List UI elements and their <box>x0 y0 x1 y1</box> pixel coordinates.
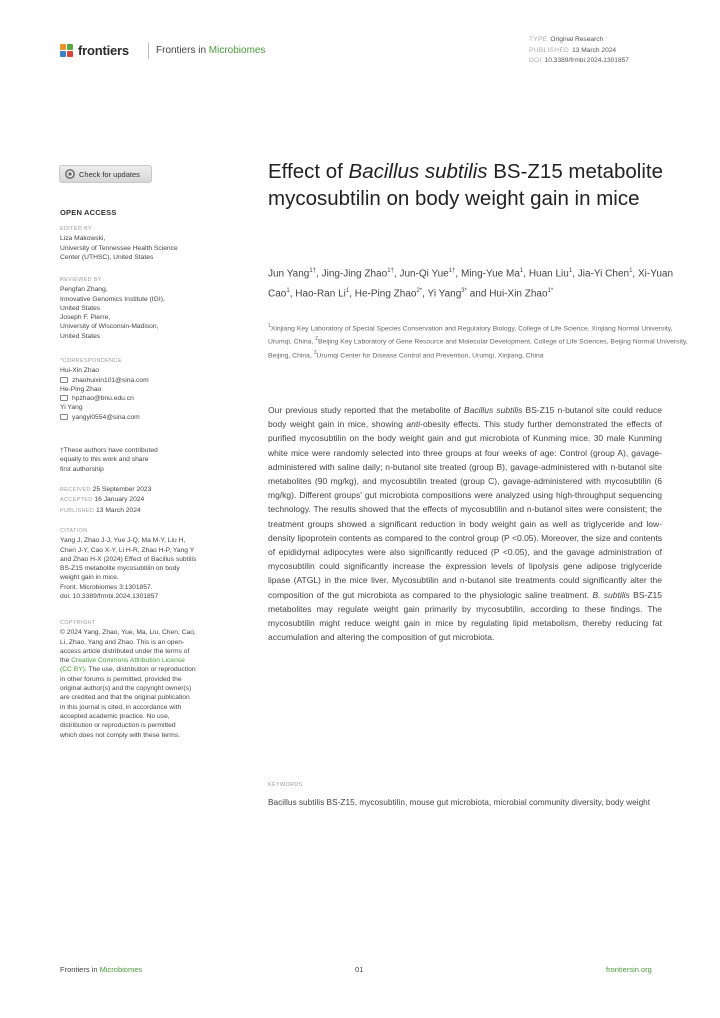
title-text: Effect of <box>268 160 349 183</box>
check-for-updates-label: Check for updates <box>79 170 140 179</box>
author-separator: , <box>455 268 461 280</box>
reviewer-line: United States <box>60 304 101 312</box>
accepted-label: ACCEPTED <box>60 497 93 504</box>
author-affiliation-marker: 1 <box>568 268 573 274</box>
author-affiliation-marker: 1† <box>309 268 317 274</box>
received-label: RECEIVED <box>60 487 91 493</box>
copyright-line: in other forums is permitted, provided the <box>60 675 182 683</box>
author-separator: , <box>289 288 296 300</box>
citation-label: CITATION <box>60 528 88 534</box>
affiliation-marker: 3 <box>313 349 317 356</box>
citation-line: Yang J, Zhao J-J, Yue J-Q, Ma M-Y, Liu H, <box>60 537 186 545</box>
affiliation-marker: 2 <box>315 336 318 343</box>
copyright-line <box>60 656 240 665</box>
correspondence-section <box>60 357 240 422</box>
author-separator: , <box>349 288 355 300</box>
authorship-footnote <box>60 446 240 474</box>
citation-line: Front. Microbiomes 3:1301857. <box>60 583 153 591</box>
author-separator: , <box>572 268 578 280</box>
envelope-icon <box>60 377 68 383</box>
footer-site-link[interactable]: frontiersin.org <box>606 965 652 974</box>
cc-by-link[interactable]: (CC BY) <box>60 666 85 674</box>
author-separator: , <box>316 268 322 280</box>
envelope-icon <box>60 414 68 420</box>
correspondent-name: He-Ping Zhao <box>60 385 102 393</box>
author-name[interactable]: Jun Yang <box>268 268 310 280</box>
copyright-line: in this journal is cited, in accordance with <box>60 703 182 711</box>
footnote-line: first authorship <box>60 465 104 473</box>
author-affiliation-marker: 1* <box>547 287 554 294</box>
abstract-italic: anti <box>406 419 421 430</box>
author-affiliation-marker: 1 <box>345 287 350 294</box>
frontiers-logo-text: frontiers <box>78 43 129 58</box>
edited-by-section <box>60 225 240 262</box>
abstract-text: -obesity effects. This study further demonstrated the effects of purified mycosubtilin on the body weight gain and gut microbiota of Kunming mice. 30 male Kunming white mice were randomly selected into three groups at four weeks of age: Control (group A), gavage-administered with saline daily; n-butanol site treated (group B), gavage-administered with n-butanol site metabolites (90 mg/kg), and mycosubtilin treated (group C), gavage-administered with mycosubtilin (6 mg/kg). Different groups' gut microbiota compositions were analyzed using high-throughput sequencing technology. The results showed that the effects of mycosubtilin and n-butanol sites were consistent; the treatment groups showed a significant reduction in body weight gain as well as triglyceride and low-density lipoprotein contents as compared to the control group (P <0.05). Moreover, the size and contents of epididymal adipocytes were also significantly reduced (P <0.05), and the gavage administration of mycosubtilin could significantly increase the expression levels of lipolysis gene adipose triglyceride lipase (ATGL) in the mice liver. Mycosubtilin and n-butanol site treatments could significantly alter the composition of the gut microbiota as compared to the physiologic saline treatment. <box>268 419 662 600</box>
email-link[interactable] <box>60 394 240 403</box>
doi-label: DOI <box>529 57 542 64</box>
copyright-line: original author(s) and the copyright owner(s) <box>60 685 192 693</box>
abstract-text: Our previous study reported that the metabolite of <box>268 405 464 415</box>
published-date: 13 March 2024 <box>96 506 141 514</box>
editor-line: University of Tennessee Health Science <box>60 244 178 252</box>
author-name[interactable]: Hao-Ran Li <box>295 288 346 300</box>
abstract-text: BS-Z15 n-butanol site could reduce body weight gain in mice, showing <box>268 405 663 430</box>
abstract-text: BS-Z15 metabolites may regulate weight gain primarily by mycosubtilin, according to these findings. The mycosubtilin might reduce weight gain in mice by regulating lipid metabolism, thereby reducing fat accumulation and altering the composition of gut microbiota. <box>268 589 662 643</box>
reviewer-line: Pengfan Zhang, <box>60 286 108 294</box>
author-separator: , <box>393 268 400 280</box>
copyright-text: . The use, distribution or reproduction <box>84 666 196 674</box>
author-affiliation-marker: 2* <box>416 287 423 294</box>
accepted-date: 16 January 2024 <box>94 496 145 504</box>
author-separator: , <box>422 288 428 300</box>
author-affiliation-marker: 1 <box>519 268 524 274</box>
reviewer-line: United States <box>60 332 101 340</box>
copyright-line: which does not comply with these terms. <box>60 731 181 739</box>
published-value: 13 March 2024 <box>572 46 617 54</box>
type-label: TYPE <box>529 36 548 43</box>
editor-line: Center (UTHSC), United States <box>60 253 154 261</box>
author-separator: , <box>523 268 529 280</box>
author-name[interactable]: He-Ping Zhao <box>354 288 417 300</box>
author-name[interactable]: Yi Yang <box>427 288 462 300</box>
copyright-line <box>60 665 240 674</box>
citation-line: doi: 10.3389/frmbi.2024.1301857 <box>60 593 159 601</box>
article-title <box>268 159 688 212</box>
citation-section <box>60 527 240 601</box>
editor-line: Liza Makowski, <box>60 235 106 243</box>
affiliation-text: Xinjiang Key Laboratory of Special Species Conservation and Regulatory Biology, College of Life Science, Xinjiang Normal University, Urumqi, China, <box>268 325 673 346</box>
keywords-label: KEYWORDS <box>268 782 303 788</box>
title-species: Bacillus subtilis <box>348 160 488 183</box>
author-affiliation-marker: 1† <box>387 268 394 274</box>
footer-journal <box>60 965 142 974</box>
author-name[interactable]: Jun-Qi Yue <box>399 268 449 280</box>
author-affiliation-marker: 1† <box>448 268 456 274</box>
affiliation-text: Beijing Key Laboratory of Gene Resource and Molecular Development, College of Life Sciences, Beijing Normal University, Beijing, China, <box>268 338 688 359</box>
author-affiliation-marker: 1 <box>286 287 290 294</box>
author-affiliation-marker: 1 <box>629 268 633 274</box>
published-label: PUBLISHED <box>529 46 570 54</box>
dates-section <box>60 485 240 516</box>
citation-line: weight gain in mice. <box>60 574 119 582</box>
author-name[interactable]: Jia-Yi Chen <box>577 268 630 280</box>
correspondence-label: *CORRESPONDENCE <box>60 358 122 364</box>
abstract-italic: B. subtilis <box>592 589 630 600</box>
keywords-text: Bacillus subtilis BS-Z15, mycosubtilin, mouse gut microbiota, microbial community diversity, body weight <box>268 797 651 807</box>
received-date: 25 September 2023 <box>92 486 152 493</box>
reviewer-line: Joseph F. Pierre, <box>60 314 111 322</box>
journal-title: Microbiomes <box>208 45 266 56</box>
email-link[interactable] <box>60 376 240 385</box>
doi-value[interactable]: 10.3389/frmbi.2024.1301857 <box>544 57 629 64</box>
email-address: zhaohuixin101@sina.com <box>72 376 149 384</box>
affiliation-text: Urumqi Center for Disease Control and Prevention, Urumqi, Xinjiang, China <box>316 351 544 359</box>
header-divider <box>148 43 149 59</box>
article-meta <box>529 35 629 67</box>
reviewed-by-section <box>60 276 240 341</box>
copyright-line: accepted academic practice. No use, <box>60 712 170 720</box>
email-address: yangyi0554@sina.com <box>72 413 140 421</box>
copyright-label: COPYRIGHT <box>60 620 96 626</box>
abstract <box>268 403 662 644</box>
envelope-icon <box>60 395 68 401</box>
frontiers-logo-icon <box>60 44 74 58</box>
open-access-label: OPEN ACCESS <box>60 208 117 217</box>
citation-line: Chen J-Y, Cao X-Y, Li H-R, Zhao H-P, Yang Y <box>60 546 195 554</box>
author-name[interactable]: Hui-Xin Zhao <box>489 288 548 300</box>
edited-by-label: EDITED BY <box>60 226 93 232</box>
license-link[interactable]: Creative Commons Attribution License <box>71 657 185 665</box>
author-name[interactable]: Jing-Jing Zhao <box>321 268 388 280</box>
correspondent-name: Hui-Xin Zhao <box>60 367 100 375</box>
journal-prefix: Frontiers in <box>156 45 209 56</box>
citation-line: and Zhao H-X (2024) Effect of Bacillus subtilis <box>60 555 197 563</box>
copyright-line: are credited and that the original publication <box>60 694 190 702</box>
copyright-line: distribution or reproduction is permitted <box>60 722 176 730</box>
affiliations <box>268 321 688 361</box>
citation-line: BS-Z15 metabolite mycosubtilin on body <box>60 565 180 573</box>
copyright-line: © 2024 Yang, Zhao, Yue, Ma, Liu, Chen, Cao, <box>60 629 196 637</box>
type-value: Original Research <box>550 36 604 43</box>
copyright-line: Li, Zhao, Yang and Zhao. This is an open- <box>60 638 185 646</box>
author-separator: , <box>632 268 638 280</box>
check-for-updates-button[interactable] <box>59 165 152 183</box>
author-list <box>268 263 688 303</box>
author-name[interactable]: Ming-Yue Ma <box>460 268 520 280</box>
reviewer-line: University of Wisconsin-Madison, <box>60 323 159 331</box>
copyright-text: the <box>60 657 72 665</box>
title-text: BS-Z15 metabolite mycosubtilin on body weight gain in mice <box>268 160 664 210</box>
email-address: hpzhao@bnu.edu.cn <box>72 395 134 403</box>
affiliation-marker: 1 <box>268 323 271 329</box>
page-number: 01 <box>355 965 364 974</box>
journal-name[interactable] <box>156 45 265 56</box>
published-label: PUBLISHED <box>60 507 95 514</box>
footer-journal-prefix: Frontiers in <box>60 965 100 974</box>
copyright-line: access article distributed under the terms of <box>60 647 190 655</box>
refresh-icon <box>65 169 75 179</box>
abstract-italic: Bacillus subtilis <box>463 405 523 415</box>
email-link[interactable] <box>60 413 240 422</box>
footnote-line: †These authors have contributed <box>60 447 158 454</box>
author-affiliation-marker: 3* <box>461 287 467 294</box>
copyright-section <box>60 619 240 740</box>
reviewer-line: Innovative Genomics Institute (IGI), <box>60 295 165 303</box>
author-name[interactable]: Huan Liu <box>528 268 569 280</box>
author-separator: and <box>466 288 490 300</box>
reviewed-by-label: REVIEWED BY <box>60 277 102 283</box>
correspondent-name: Yi Yang <box>60 404 83 412</box>
footer-journal-name: Microbiomes <box>99 965 143 974</box>
author-name[interactable]: Xi-Yuan Cao <box>268 268 674 300</box>
footnote-line: equally to this work and share <box>60 456 149 464</box>
